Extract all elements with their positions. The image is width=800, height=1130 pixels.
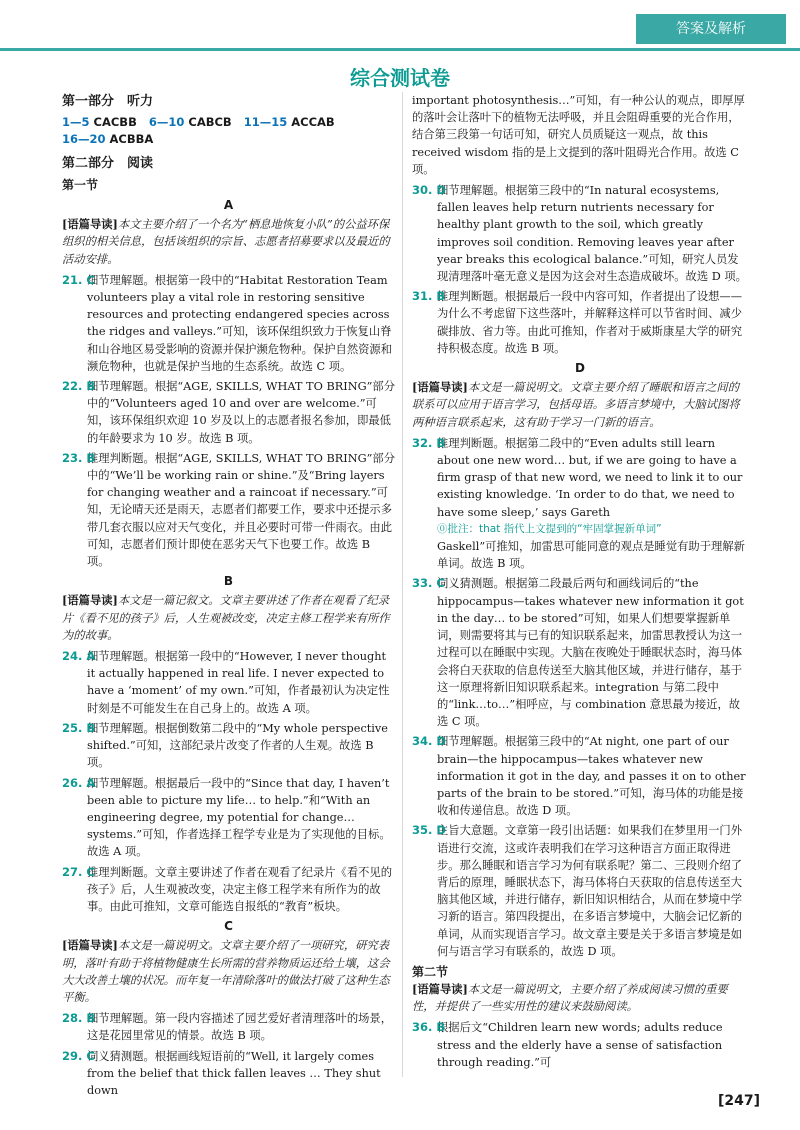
- guide-tag: [语篇导读]: [412, 380, 468, 395]
- question-item: [62, 450, 395, 570]
- question-item: [412, 288, 748, 357]
- question-explanation: 细节理解题。根据第三段中的“In natural ecosystems, fallen leaves help return nutrients necessary for healthy plant growth to the soil, which greatly improves soil condition. Removing leaves year after year breaks this ecological balance.”可知，研究人员发现清理落叶毫无意义是因为这会对生态造成破坏。故选 D 项。: [437, 184, 747, 284]
- question-explanation-cont: Gaskell”可推知，加雷思可能同意的观点是睡觉有助于理解新单词。故选 B 项。: [437, 540, 745, 571]
- question-item: [412, 822, 748, 960]
- question-item: [412, 575, 748, 730]
- annotation-note: ⓪批注：that 指代上文提到的“牢固掌握新单词”: [437, 522, 662, 535]
- question-item: [62, 720, 395, 772]
- header-rule: [0, 48, 800, 51]
- question-explanation: 细节理解题。第一段内容描述了园艺爱好者清理落叶的场景，这是花园里常见的情景。故选 B 项。: [87, 1012, 393, 1043]
- passage-guide: [62, 592, 395, 644]
- question-number: 25. B: [62, 720, 96, 735]
- question-explanation: 根据后文“Children learn new words; adults reduce stress and the elderly have a sense of satisfaction through reading.”可: [437, 1021, 723, 1069]
- guide-text: 本文是一篇记叙文。文章主要讲述了作者在观看了纪录片《看不见的孩子》后，人生观被改变，决定主修工程学来有所作为的故事。: [62, 594, 390, 642]
- question-item: [62, 1048, 395, 1100]
- answer-range: 1—5: [62, 115, 90, 129]
- question-explanation: 细节理解题。根据最后一段中的“Since that day, I haven’t been able to picture my life… to help.”和“With an engineering degree, my potential for change… systems.”可知，作者选择工程学专业是为了实现他的目标。故选 A 项。: [87, 776, 391, 859]
- guide-tag: [语篇导读]: [62, 217, 118, 232]
- question-explanation: 推理判断题。根据“AGE, SKILLS, WHAT TO BRING”部分中的“We’ll be working rain or shine.”及“Bring layers for changing weather and a raincoat if necessary.”可知，无论晴天还是雨天，志愿者们都要工作，要求中还提示多带几套衣服以应对天气变化，并且必要时可带一件雨衣。由此可知，志愿者们预计即使在恶劣天气下也要工作。故选 B 项。: [87, 451, 395, 569]
- question-item: [62, 272, 395, 375]
- answer-key: ACCAB: [291, 115, 335, 129]
- question-item: [62, 864, 395, 916]
- passage-guide: [412, 379, 748, 431]
- question-explanation: 细节理解题。根据“AGE, SKILLS, WHAT TO BRING”部分中的“Volunteers aged 10 and over are welcome.”可知，该环保组织欢迎 10 岁及以上的志愿者报名参加，即最低的年龄要求为 10 岁。故选 B 项。: [87, 380, 395, 445]
- question-number: 22. B: [62, 379, 96, 394]
- listening-answers: [62, 114, 395, 148]
- passage-letter: D: [575, 361, 585, 376]
- guide-text: 本文是一篇说明文。文章主要介绍了一项研究，研究表明，落叶有助于将植物健康生长所需的营养物质运还给土壤，这会大大改善土壤的状况。而年复一年清除落叶的做法打破了这种生态平衡。: [62, 939, 390, 1004]
- passage-guide: [412, 981, 748, 1015]
- guide-tag: [语篇导读]: [62, 593, 118, 608]
- answer-range: 6—10: [148, 115, 185, 129]
- question-explanation: 推理判断题。文章主要讲述了作者在观看了纪录片《看不见的孩子》后，人生观被改变，决定主修工程学来有所作为的故事。由此可推知，文章可能选自报纸的“教育”板块。: [87, 865, 393, 913]
- question-number: 23. B: [62, 450, 96, 465]
- question-item: [62, 1010, 395, 1044]
- question-item: [62, 648, 395, 717]
- question-explanation: 细节理解题。根据倒数第二段中的“My whole perspective shifted.”可知，这部纪录片改变了作者的人生观。故选 B 项。: [87, 721, 388, 770]
- question-explanation: 词义猜测题。根据第二段最后两句和画线词后的“the hippocampus—takes whatever new information it got in the day… to be stored”可知，如果人们想要掌握新单词，则需要将其与已有的知识联系起来，加雷思教授认为这一过程可以在睡眠中实现。大脑在夜晚处于睡眠状态时，海马体会将白天获取的信息传送至大脑其他区域，并进行储存，基于这一原理将新旧知识联系起来。integration 与第二段中的“link…to…”相呼应，与 combination 意思最为接近，故选 C 项。: [437, 577, 744, 729]
- answer-range: 16—20: [62, 132, 106, 146]
- passage-letter: C: [224, 919, 233, 934]
- question-number: 26. A: [62, 775, 96, 790]
- page-number: [247]: [717, 1093, 760, 1109]
- guide-text: 本文是一篇说明文。文章主要介绍了睡眠和语言之间的联系可以应用于语言学习，包括母语。多语言梦境中，大脑试图将两种语言联系起来，这有助于学习一门新的语言。: [412, 381, 740, 429]
- guide-tag: [语篇导读]: [62, 938, 118, 953]
- section-label: 答案及解析: [636, 14, 786, 44]
- answer-key: CACBB: [93, 115, 137, 129]
- answer-range: 11—15: [243, 115, 288, 129]
- question-continuation: important photosynthesis…”可知，有一种公认的观点，即厚厚的落叶会让落叶下的植物无法呼吸，并且会阻碍重要的光合作用，结合第三段第一句话可知，研究人员质疑这一观点，故 this received wisdom 指的是上文提到的落叶阻碍光合作用。故选 C 项。: [412, 94, 745, 176]
- question-number: 32. B: [412, 435, 446, 450]
- answer-key: CABCB: [188, 115, 232, 129]
- answer-key: ACBBA: [109, 132, 154, 146]
- question-number: 31. B: [412, 289, 446, 304]
- guide-tag: [语篇导读]: [412, 981, 468, 996]
- question-explanation: 细节理解题。根据第一段中的“Habitat Restoration Team volunteers play a vital role in restoring sensitive resources and protecting endangered species across the ridges and valleys.”可知，该环保组织致力于恢复山脊和山谷地区易受影响的资源并保护濒危物种。保护自然资源和濒危物种，也就是保护当地的生态系统。故选 C 项。: [87, 273, 393, 373]
- left-column: [62, 92, 395, 1102]
- question-item: [62, 378, 395, 447]
- question-item: [412, 182, 748, 285]
- question-explanation: 细节理解题。根据第一段中的“However, I never thought it actually happened in real life. I never expected to have a ‘moment’ of my own.”可知，作者最初认为决定性时刻是不可能发生在自己身上的。故选 A 项。: [87, 650, 390, 715]
- question-explanation: 推理判断题。根据第二段中的“Even adults still learn about one new word… but, if we are going to have a firm grasp of that new word, we need to link it to our existing knowledge. ‘In order to do that, we need to have some sleep,’ says Gareth: [437, 436, 743, 519]
- column-divider: [402, 92, 403, 1077]
- question-number: 29. C: [62, 1048, 95, 1063]
- section-title: 第一节: [62, 178, 99, 192]
- guide-text: 本文是一篇说明文，主要介绍了养成阅读习惯的重要性，并提供了一些实用性的建议来鼓励阅读。: [412, 982, 728, 1014]
- question-number: 28. B: [62, 1011, 96, 1026]
- question-item: [412, 435, 748, 573]
- question-number: 34. D: [412, 734, 446, 749]
- question-explanation: 细节理解题。根据第三段中的“At night, one part of our brain—the hippocampus—takes whatever new information it got in the day, and passes it on to other parts of the brain to be stored.”可知，海马体的功能是接收和传递信息。故选 D 项。: [437, 735, 746, 818]
- section-title: 第二节: [412, 964, 449, 979]
- passage-letter: A: [223, 198, 234, 212]
- question-item: [412, 733, 748, 819]
- page-title: 综合测试卷: [350, 66, 450, 90]
- passage-guide: [62, 937, 395, 1006]
- question-number: 27. C: [62, 864, 95, 879]
- question-explanation: 词义猜测题。根据画线短语前的“Well, it largely comes from the belief that thick fallen leaves … They shut down: [87, 1049, 381, 1097]
- part2-title: 第二部分 阅读: [62, 156, 154, 171]
- question-number: 21. C: [62, 272, 95, 287]
- question-item: [62, 775, 395, 861]
- question-explanation: 推理判断题。根据最后一段中内容可知，作者提出了设想——为什么不考虑留下这些落叶，并解释这样可以节省时间、减少碳排放、省力等。由此可推知，作者对于威斯康星大学的研究持积极态度。故选 B 项。: [437, 290, 743, 355]
- right-column: [412, 92, 748, 1074]
- question-number: 35. D: [412, 823, 446, 838]
- passage-letter: B: [223, 574, 234, 589]
- page-header: [0, 0, 800, 60]
- question-number: 36. B: [412, 1020, 446, 1035]
- question-number: 30. D: [412, 183, 446, 198]
- question-explanation: 主旨大意题。文章第一段引出话题：如果我们在梦里用一门外语进行交流，这或许表明我们在学习这种语言方面正取得进步。那么睡眠和语言学习为何有联系呢？第二、三段则介绍了背后的原理，睡眠状态下，海马体将白天获取的信息传送至大脑其他区域，并进行储存，新旧知识相结合，从而在梦境中学习新的语言。第四段提出，在多语言梦境中，大脑会记忆新的单词，从而实现语言学习。故文章主要是关于多语言梦境是如何与语言学习有联系的，故选 D 项。: [437, 824, 743, 958]
- passage-guide: [62, 216, 395, 268]
- guide-text: 本文主要介绍了一个名为“栖息地恢复小队”的公益环保组织的相关信息，包括该组织的宗旨、志愿者招募要求以及最近的活动安排。: [62, 218, 390, 266]
- part1-title: 第一部分 听力: [62, 94, 154, 109]
- question-number: 33. C: [412, 576, 445, 591]
- question-number: 24. A: [62, 649, 96, 664]
- question-item: [412, 1019, 748, 1071]
